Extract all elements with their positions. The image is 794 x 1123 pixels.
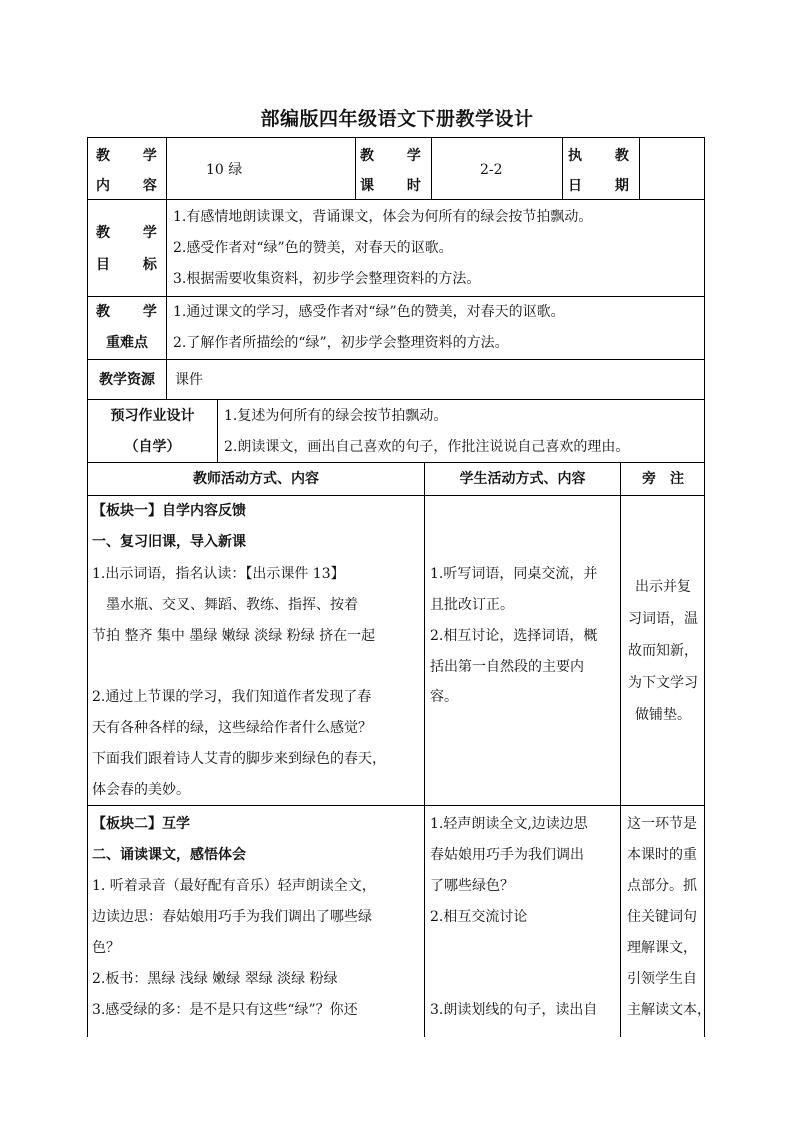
- row-divider: [87, 199, 705, 200]
- block1-subheading: 一、复习旧课，导入新课: [92, 534, 246, 550]
- block1-teacher-line: 体会春的美妙。: [92, 782, 190, 798]
- block1-note-line: 做铺垫。: [635, 707, 691, 723]
- block2-student-line: 春姑娘用巧手为我们调出: [430, 847, 584, 863]
- block2-note-line: 点部分。抓: [627, 878, 697, 894]
- block2-note-line: 理解课文，: [627, 940, 697, 956]
- keypoints-label: 重难点: [106, 335, 148, 351]
- content-value: 10 绿: [206, 162, 243, 178]
- block2-heading: 【板块二】互学: [92, 816, 190, 832]
- block1-heading: 【板块一】自学内容反馈: [92, 503, 246, 519]
- col-divider: [562, 137, 563, 199]
- block2-teacher-line: 2.板书：黑绿 浅绿 嫩绿 翠绿 淡绿 粉绿: [92, 971, 338, 987]
- block1-teacher-line: 节拍 整齐 集中 墨绿 嫩绿 淡绿 粉绿 挤在一起: [92, 628, 376, 644]
- block2-student-line: 2.相互交流讨论: [430, 909, 528, 925]
- row-divider: [87, 462, 705, 463]
- preview-label: （自学）: [124, 439, 181, 455]
- row-divider: [87, 359, 705, 360]
- block2-student-line: 了哪些绿色？: [430, 878, 514, 894]
- block2-note-line: 这一环节是: [627, 816, 697, 832]
- block1-student-line: 容。: [430, 689, 458, 705]
- block1-teacher-line: 2.通过上节课的学习，我们知道作者发现了春: [92, 689, 372, 705]
- row-divider: [87, 805, 705, 806]
- block2-note-line: 引领学生自: [627, 971, 697, 987]
- note-column-header: 旁 注: [642, 471, 684, 487]
- row-divider: [87, 495, 705, 496]
- block2-subheading: 二、诵读课文，感悟体会: [92, 847, 246, 863]
- block1-note-line: 出示并复: [635, 579, 691, 595]
- keypoint-item: 1.通过课文的学习，感受作者对“绿”色的赞美，对春天的讴歌。: [173, 304, 565, 320]
- block2-teacher-line: 3.感受绿的多：是不是只有这些“绿”？你还: [92, 1002, 358, 1018]
- hours-label: 教 学: [360, 148, 435, 164]
- block1-note-line: 习词语，温: [628, 611, 698, 627]
- goal-item: 3.根据需要收集资料，初步学会整理资料的方法。: [173, 271, 481, 287]
- row-divider: [87, 399, 705, 400]
- col-divider: [217, 399, 218, 462]
- teacher-column-header: 教师活动方式、内容: [193, 471, 319, 487]
- goals-label: 教 学: [96, 225, 171, 241]
- block2-note-line: 本课时的重: [627, 847, 697, 863]
- keypoints-label: 教 学: [96, 304, 171, 320]
- block2-teacher-line: 色？: [92, 940, 120, 956]
- block2-student-line: 3.朗读划线的句子，读出自: [430, 1002, 598, 1018]
- preview-label: 预习作业设计: [110, 408, 195, 424]
- date-label: 执 教: [568, 148, 643, 164]
- row-divider: [87, 296, 705, 297]
- student-column-header: 学生活动方式、内容: [459, 471, 586, 487]
- goal-item: 1.有感情地朗读课文，背诵课文，体会为何所有的绿会按节拍飘动。: [173, 209, 593, 225]
- block1-note-line: 故而知新，: [628, 643, 698, 659]
- page-title: 部编版四年级语文下册教学设计: [260, 108, 534, 130]
- col-divider: [620, 462, 621, 1037]
- block2-teacher-line: 边读边思：春姑娘用巧手为我们调出了哪些绿: [92, 909, 372, 925]
- content-label: 内 容: [96, 178, 171, 194]
- block1-teacher-line: 1.出示词语，指名认读：【出示课件 13】: [92, 566, 345, 582]
- block2-note-line: 主解读文本，: [627, 1002, 711, 1018]
- preview-item: 1.复述为何所有的绿会按节拍飘动。: [224, 408, 448, 424]
- goal-item: 2.感受作者对“绿”色的赞美，对春天的讴歌。: [173, 240, 453, 256]
- col-divider: [355, 137, 356, 199]
- hours-label: 课 时: [360, 178, 435, 194]
- keypoint-item: 2.了解作者所描绘的“绿”，初步学会整理资料的方法。: [173, 335, 509, 351]
- col-divider: [424, 462, 425, 1037]
- block2-teacher-line: 1. 听着录音（最好配有音乐）轻声朗读全文，: [92, 878, 376, 894]
- resources-value: 课件: [175, 372, 203, 388]
- resources-label: 教学资源: [99, 372, 155, 388]
- date-label: 日 期: [568, 178, 643, 194]
- block1-student-line: 2.相互讨论，选择词语，概: [430, 628, 598, 644]
- block2-note-line: 住关键词句: [627, 909, 697, 925]
- block1-teacher-line: 墨水瓶、交叉、舞蹈、教练、指挥、按着: [92, 597, 358, 613]
- goals-label: 目 标: [96, 257, 171, 273]
- block2-student-line: 1.轻声朗读全文,边读边思: [430, 816, 588, 832]
- block1-teacher-line: 天有各种各样的绿，这些绿给作者什么感觉？: [92, 720, 372, 736]
- block1-student-line: 且批改订正。: [430, 597, 514, 613]
- preview-item: 2.朗读课文，画出自己喜欢的句子，作批注说说自己喜欢的理由。: [224, 439, 630, 455]
- block1-teacher-line: 下面我们跟着诗人艾青的脚步来到绿色的春天，: [92, 751, 386, 767]
- block1-student-line: 括出第一自然段的主要内: [430, 659, 584, 675]
- content-label: 教 学: [96, 148, 171, 164]
- block1-note-line: 为下文学习: [628, 675, 698, 691]
- block1-student-line: 1.听写词语，同桌交流，并: [430, 566, 598, 582]
- hours-value: 2-2: [480, 162, 503, 178]
